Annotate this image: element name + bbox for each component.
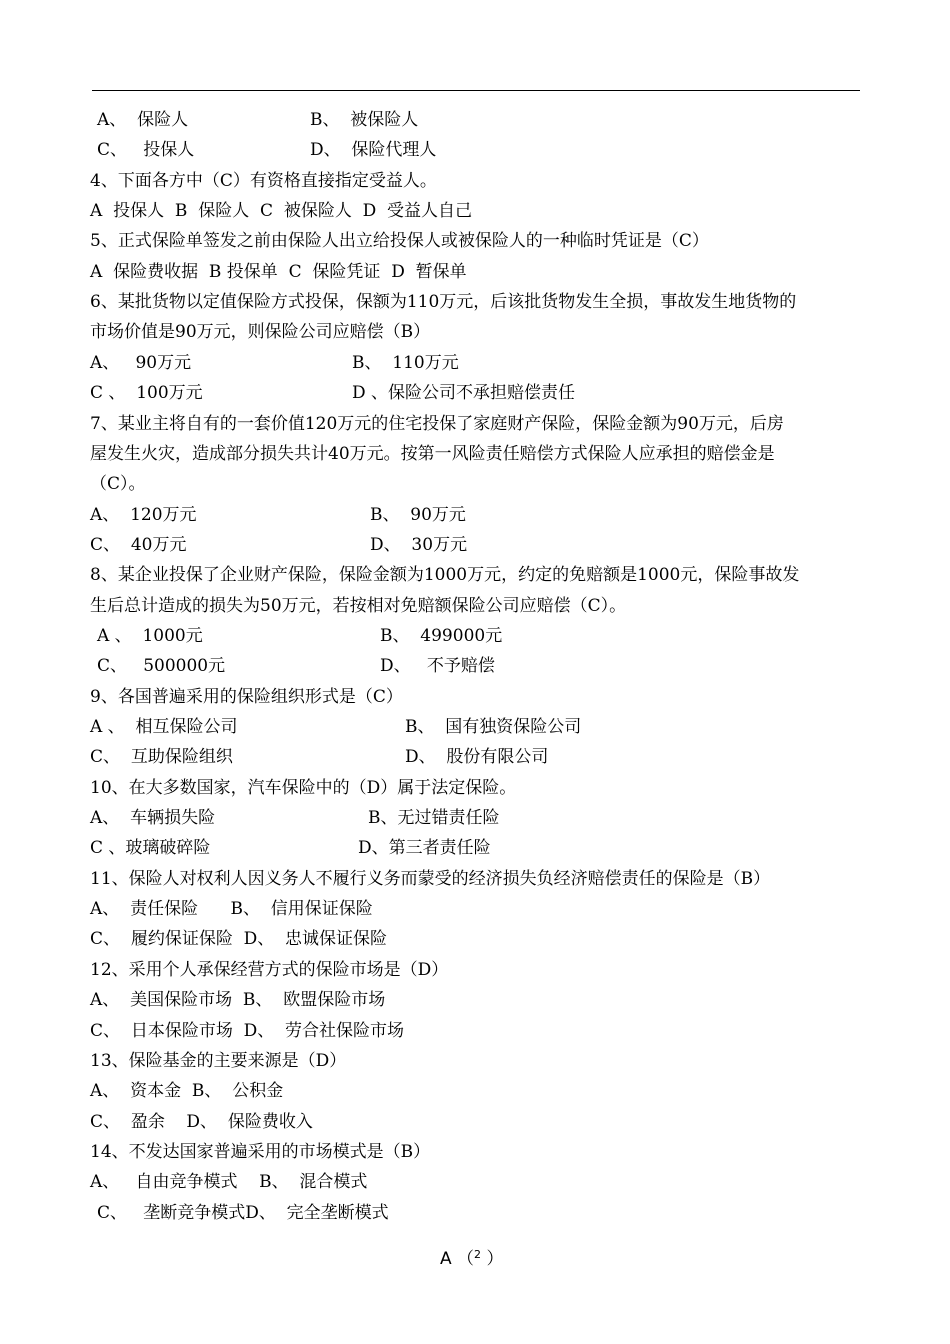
text-line: B、 90万元: [370, 505, 466, 525]
text-line: 4、下面各方中（C）有资格直接指定受益人。: [90, 171, 437, 191]
text-line: 市场价值是90万元，则保险公司应赔偿（B）: [90, 322, 431, 342]
header-rule: [92, 90, 860, 91]
text-line: B、 被保险人: [310, 110, 419, 130]
footer-letter: A: [440, 1249, 452, 1269]
text-line: D 、保险公司不承担赔偿责任: [352, 383, 576, 403]
text-line: A 、 相互保险公司: [90, 717, 238, 737]
text-line: A、 保险人: [97, 110, 189, 130]
text-line: D、 股份有限公司: [405, 747, 549, 767]
text-line: D、 保险代理人: [310, 140, 437, 160]
text-line: C、 日本保险市场 D、 劳合社保险市场: [90, 1021, 405, 1041]
text-line: C、 500000元: [97, 656, 226, 676]
text-line: D、 30万元: [370, 535, 468, 555]
text-line: A、 资本金 B、 公积金: [90, 1081, 284, 1101]
text-line: A 投保人 B 保险人 C 被保险人 D 受益人自己: [90, 201, 473, 221]
text-line: 生后总计造成的损失为50万元，若按相对免赔额保险公司应赔偿（C）。: [90, 596, 627, 616]
text-line: D、 不予赔偿: [380, 656, 495, 676]
text-line: 10、在大多数国家，汽车保险中的（D）属于法定保险。: [90, 778, 517, 798]
text-line: A 、 1000元: [97, 626, 203, 646]
text-line: C 、 100万元: [90, 383, 203, 403]
text-line: 7、某业主将自有的一套价值120万元的住宅投保了家庭财产保险，保险金额为90万元，后房: [90, 414, 784, 434]
text-line: A、 车辆损失险: [90, 808, 216, 828]
text-line: C、 盈余 D、 保险费收入: [90, 1112, 313, 1132]
text-line: B、 499000元: [380, 626, 503, 646]
footer-close: ）: [481, 1249, 504, 1269]
text-line: C、 投保人: [97, 140, 195, 160]
text-line: 11、保险人对权利人因义务人不履行义务而蒙受的经济损失负经济赔偿责任的保险是（B）: [90, 869, 771, 889]
text-line: C、 垄断竞争模式D、 完全垄断模式: [97, 1203, 389, 1223]
text-line: 屋发生火灾，造成部分损失共计40万元。按第一风险责任赔偿方式保险人应承担的赔偿金是: [90, 444, 775, 464]
text-line: C、 履约保证保险 D、 忠诚保证保险: [90, 929, 388, 949]
text-line: B、无过错责任险: [368, 808, 500, 828]
text-line: A、 90万元: [90, 353, 192, 373]
text-line: A、 自由竞争模式 B、 混合模式: [90, 1172, 368, 1192]
page-number: 2: [474, 1248, 482, 1261]
text-line: 14、不发达国家普遍采用的市场模式是（B）: [90, 1142, 431, 1162]
text-line: A、 美国保险市场 B、 欧盟保险市场: [90, 990, 386, 1010]
text-line: A、 120万元: [90, 505, 197, 525]
text-line: A、 责任保险 B、 信用保证保险: [90, 899, 373, 919]
text-line: 12、采用个人承保经营方式的保险市场是（D）: [90, 960, 449, 980]
text-line: （C）。: [90, 474, 146, 494]
text-line: 9、各国普遍采用的保险组织形式是（C）: [90, 687, 403, 707]
text-line: B、 110万元: [352, 353, 459, 373]
text-line: C、 互助保险组织: [90, 747, 233, 767]
footer-open: （: [457, 1249, 475, 1269]
text-line: A 保险费收据 B 投保单 C 保险凭证 D 暂保单: [90, 262, 467, 282]
page-footer: [440, 1244, 503, 1269]
text-line: C、 40万元: [90, 535, 187, 555]
text-line: 13、保险基金的主要来源是（D）: [90, 1051, 347, 1071]
text-line: C 、玻璃破碎险: [90, 838, 211, 858]
text-line: 5、正式保险单签发之前由保险人出立给投保人或被保险人的一种临时凭证是（C）: [90, 231, 709, 251]
text-line: D、第三者责任险: [358, 838, 491, 858]
text-line: B、 国有独资保险公司: [405, 717, 582, 737]
text-line: 6、某批货物以定值保险方式投保，保额为110万元，后该批货物发生全损，事故发生地货物的: [90, 292, 797, 312]
text-line: 8、某企业投保了企业财产保险，保险金额为1000万元，约定的免赔额是1000元，保险事故发: [90, 565, 800, 585]
